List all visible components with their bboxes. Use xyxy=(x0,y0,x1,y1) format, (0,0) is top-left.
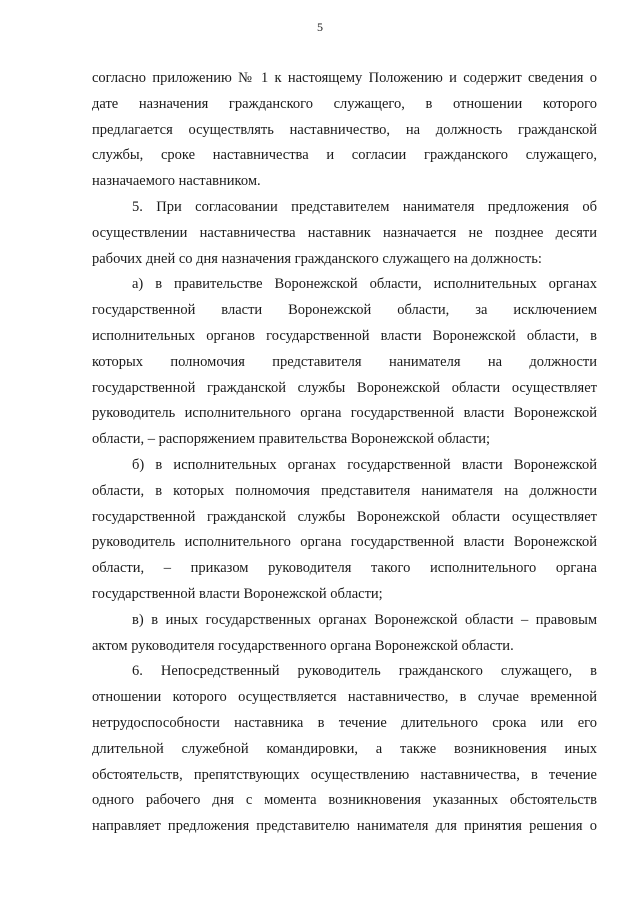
text-line: осуществлении наставничества наставник назначается не позднее десяти xyxy=(92,224,597,241)
text-line: назначаемого наставником. xyxy=(92,173,261,190)
text-line: которых полномочия представителя нанимателя на должности xyxy=(92,353,597,370)
paragraph-subitem-v xyxy=(92,608,597,660)
text-line: государственной гражданской службы Воронежской области осуществляет xyxy=(92,379,597,396)
text-line: 5. При согласовании представителем нанимателя предложения об xyxy=(132,198,597,215)
text-line: государственной власти Воронежской области; xyxy=(92,585,383,602)
text-line: согласно приложению № 1 к настоящему Положению и содержит сведения о xyxy=(92,70,597,86)
text-line: исполнительных органов государственной власти Воронежской области, в xyxy=(92,327,597,344)
text-line: государственной гражданской службы Воронежской области осуществляет xyxy=(92,508,597,525)
text-line: длительной служебной командировки, а также возникновения иных xyxy=(92,740,597,757)
paragraph-subitem-a xyxy=(92,272,597,453)
text-line: государственной власти Воронежской области, за исключением xyxy=(92,302,597,319)
text-line: предлагается осуществлять наставничество, на должность гражданской xyxy=(92,121,597,138)
paragraph-item-6 xyxy=(92,659,597,840)
paragraph-continuation xyxy=(92,66,597,195)
text-line: направляет предложения представителю нанимателя для принятия решения о xyxy=(92,818,597,835)
text-line: в) в иных государственных органах Воронежской области – правовым xyxy=(132,611,597,628)
text-line: а) в правительстве Воронежской области, исполнительных органах xyxy=(132,276,597,293)
text-line: области, в которых полномочия представителя нанимателя на должности xyxy=(92,482,597,499)
text-line: службы, сроке наставничества и согласии гражданского служащего, xyxy=(92,147,597,164)
text-line: 6. Непосредственный руководитель гражданского служащего, в xyxy=(132,663,597,680)
text-line: дате назначения гражданского служащего, в отношении которого xyxy=(92,95,597,112)
text-line: области, – приказом руководителя такого исполнительного органа xyxy=(92,560,597,577)
text-line: рабочих дней со дня назначения гражданского служащего на должность: xyxy=(92,250,542,267)
paragraph-subitem-b xyxy=(92,453,597,608)
text-line: отношении которого осуществляется наставничество, в случае временной xyxy=(92,689,597,706)
text-line: нетрудоспособности наставника в течение длительного срока или его xyxy=(92,714,597,731)
text-line: области, – распоряжением правительства Воронежской области; xyxy=(92,431,491,448)
page-number: 5 xyxy=(317,20,323,34)
document-body xyxy=(92,66,597,840)
text-line: одного рабочего дня с момента возникновения указанных обстоятельств xyxy=(92,792,597,809)
text-line: руководитель исполнительного органа государственной власти Воронежской xyxy=(92,405,597,422)
text-line: б) в исполнительных органах государственной власти Воронежской xyxy=(132,456,597,473)
text-line: обстоятельств, препятствующих осуществлению наставничества, в течение xyxy=(92,766,597,783)
paragraph-item-5 xyxy=(92,195,597,272)
text-line: актом руководителя государственного органа Воронежской области. xyxy=(92,637,514,654)
text-line: руководитель исполнительного органа государственной власти Воронежской xyxy=(92,534,597,551)
